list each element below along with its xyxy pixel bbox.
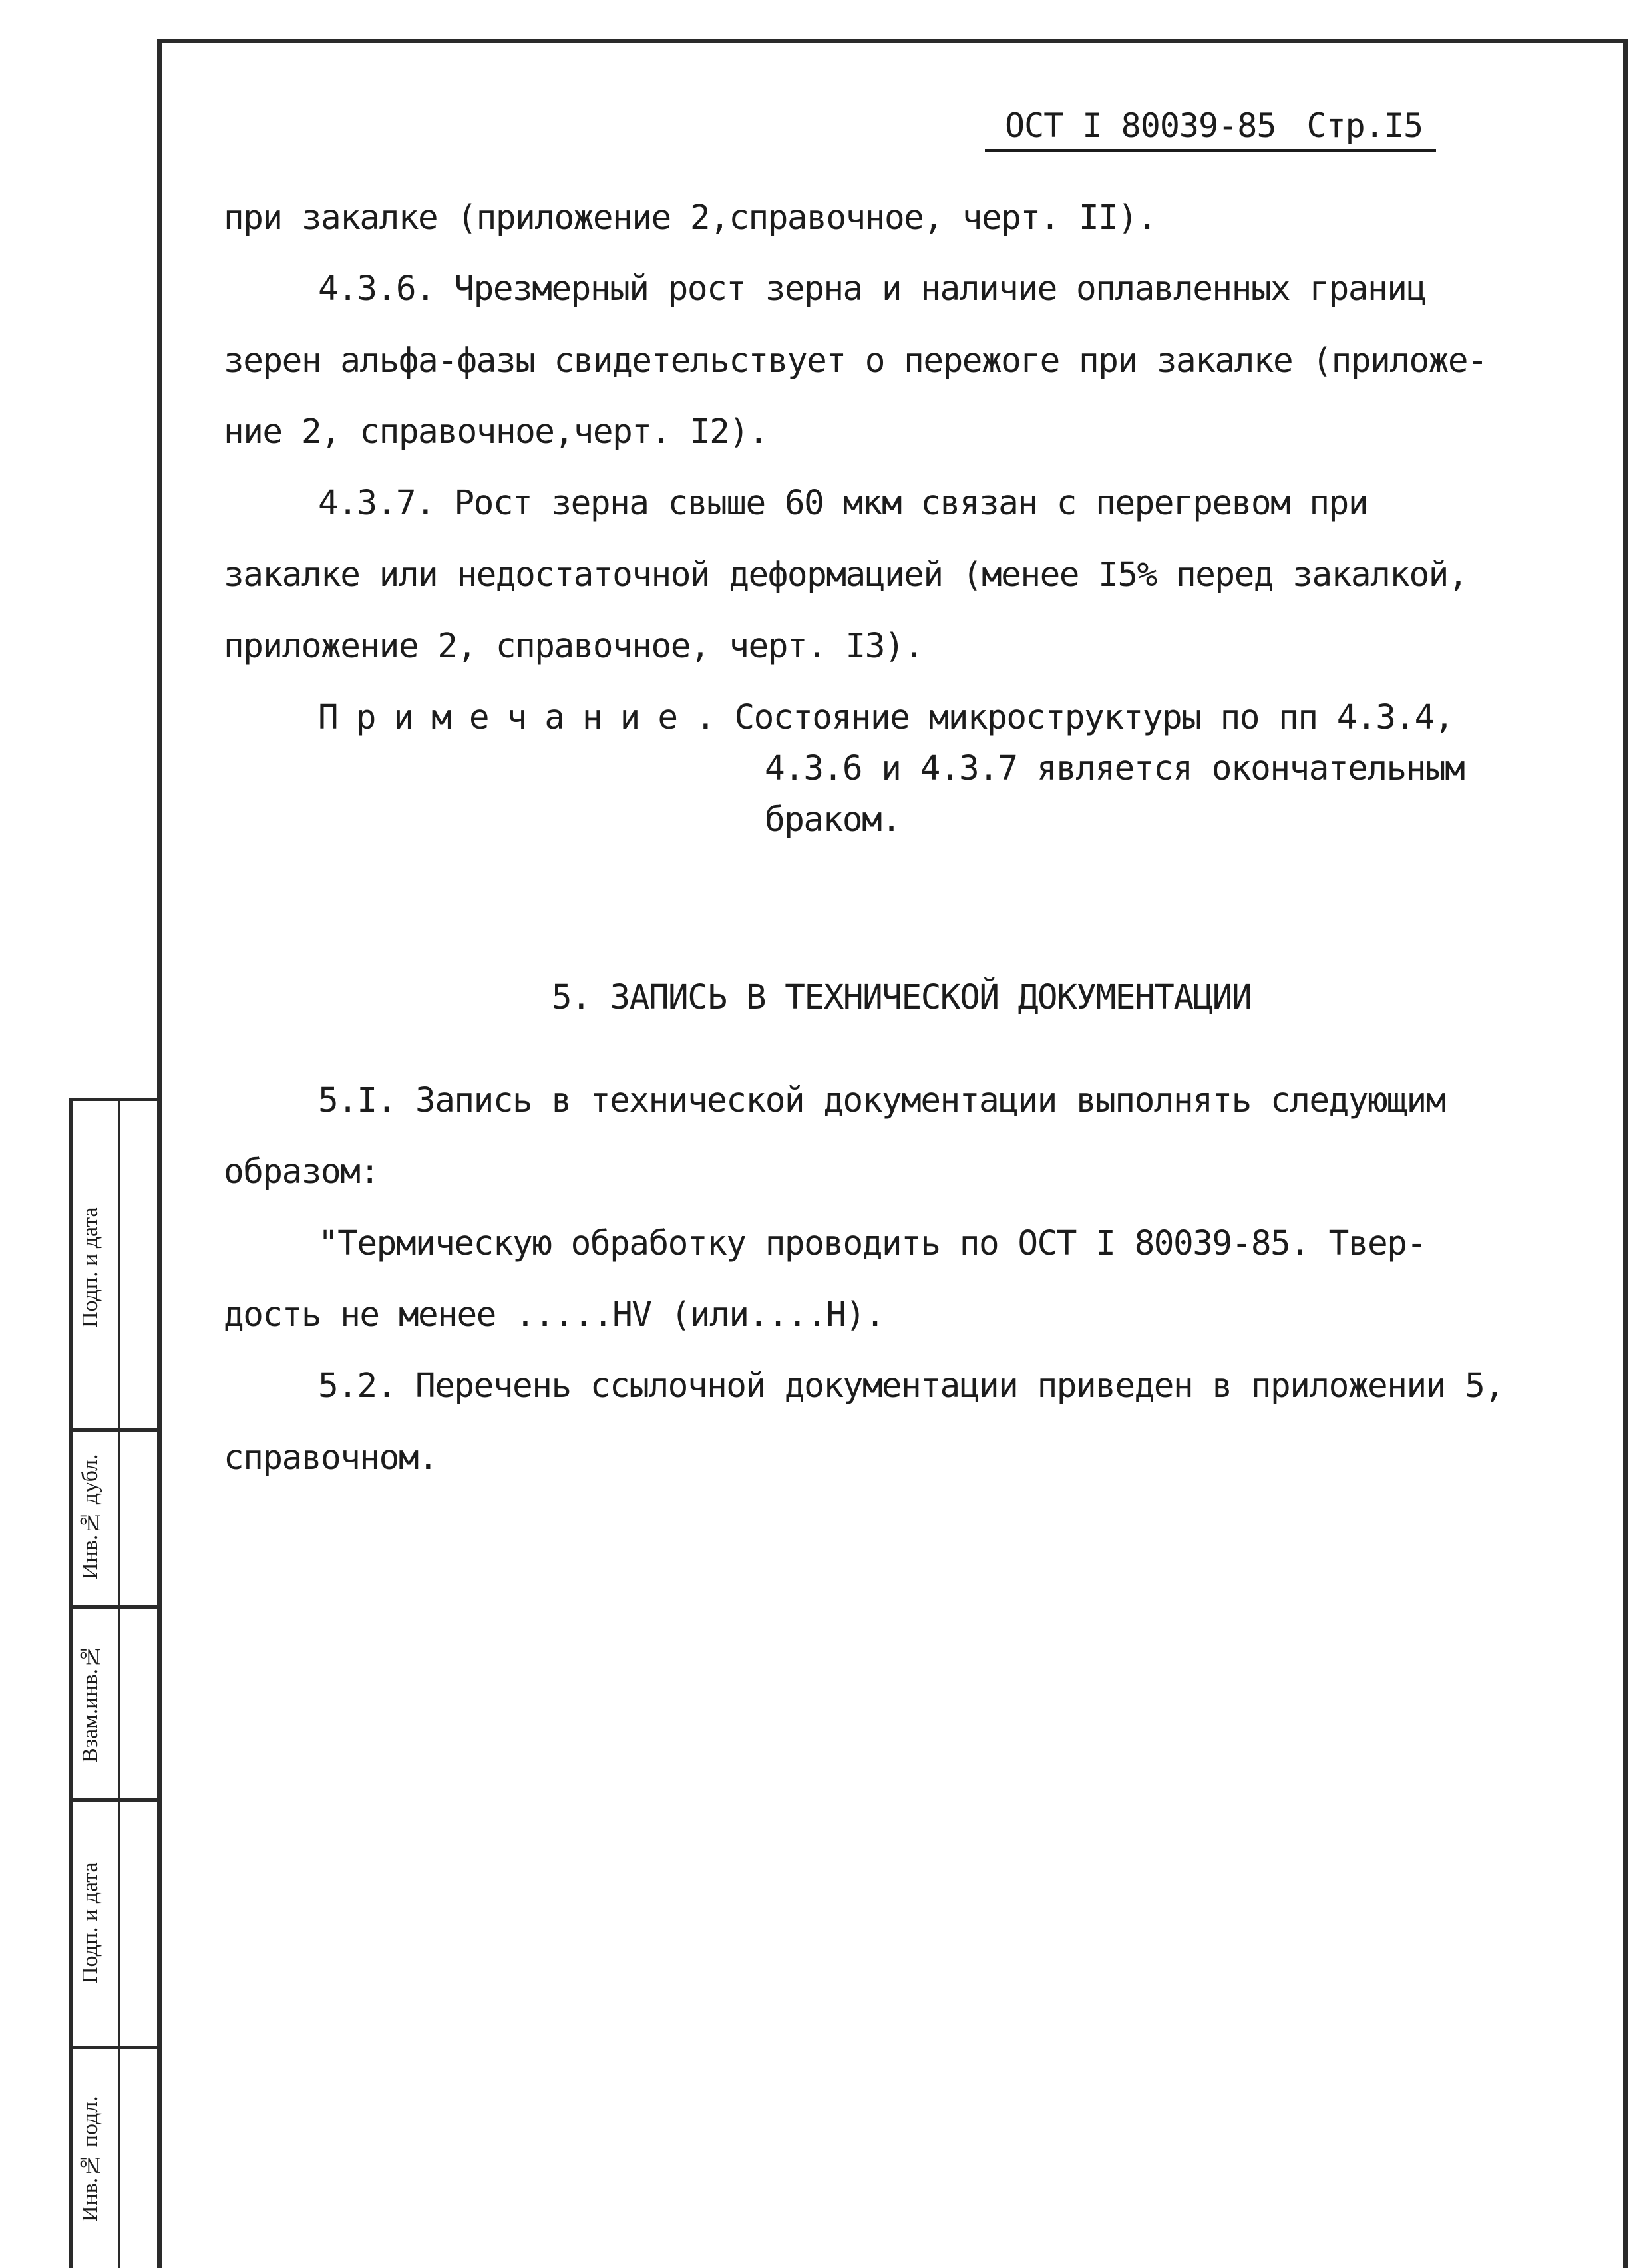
quote-line: дость не менее .....HV (или....H). xyxy=(224,1295,884,1335)
stamp-strip xyxy=(69,1098,157,2268)
paragraph-5-2-line: справочном. xyxy=(224,1438,438,1478)
paragraph-4-3-7-line: 4.3.7. Рост зерна свыше 60 мкм связан с перегревом при xyxy=(318,484,1368,523)
stamp-label: Инв.№ подл. xyxy=(78,2096,102,2222)
stamp-label: Подп. и дата xyxy=(78,1207,102,1328)
note-line xyxy=(318,698,1453,737)
section-heading: 5. ЗАПИСЬ В ТЕХНИЧЕСКОЙ ДОКУМЕНТАЦИИ xyxy=(551,978,1252,1017)
note-line: 4.3.6 и 4.3.7 является окончательным xyxy=(765,749,1465,788)
stamp-label: Подп. и дата xyxy=(78,1862,102,1983)
paragraph-5-2-line: 5.2. Перечень ссылочной документации приведен в приложении 5, xyxy=(318,1367,1504,1406)
paragraph-4-3-7-line: приложение 2, справочное, черт. I3). xyxy=(224,627,924,666)
standard-number: ОСТ I 80039-85 xyxy=(1005,106,1276,145)
stamp-divider xyxy=(73,1605,160,1609)
page-header xyxy=(985,106,1436,152)
quote-line: "Термическую обработку проводить по ОСТ I 80039-85. Твер- xyxy=(318,1224,1426,1263)
stamp-divider xyxy=(73,1428,160,1432)
stamp-label: Инв.№ дубл. xyxy=(78,1454,102,1580)
text-line: при закалке (приложение 2,справочное, черт. II). xyxy=(224,198,1157,238)
stamp-divider xyxy=(118,1101,120,2268)
paragraph-4-3-6-line: зерен альфа-фазы свидетельствует о пережоге при закалке (приложе- xyxy=(224,341,1487,381)
note-line: браком. xyxy=(765,800,901,840)
stamp-label: Взам.инв.№ xyxy=(78,1643,102,1763)
paragraph-4-3-7-line: закалке или недостаточной деформацией (менее I5% перед закалкой, xyxy=(224,556,1468,595)
page-number: Стр.I5 xyxy=(1306,106,1423,145)
paragraph-5-1-line: 5.I. Запись в технической документации выполнять следующим xyxy=(318,1081,1445,1120)
paragraph-4-3-6-line: 4.3.6. Чрезмерный рост зерна и наличие оплавленных границ xyxy=(318,269,1426,309)
stamp-divider xyxy=(73,1798,160,1802)
note-label: Примечание xyxy=(318,698,696,737)
stamp-divider xyxy=(73,2046,160,2049)
paragraph-5-1-line: образом: xyxy=(224,1152,379,1192)
paragraph-4-3-6-line: ние 2, справочное,черт. I2). xyxy=(224,412,768,452)
note-text: . Состояние микроструктуры по пп 4.3.4, xyxy=(695,698,1454,737)
